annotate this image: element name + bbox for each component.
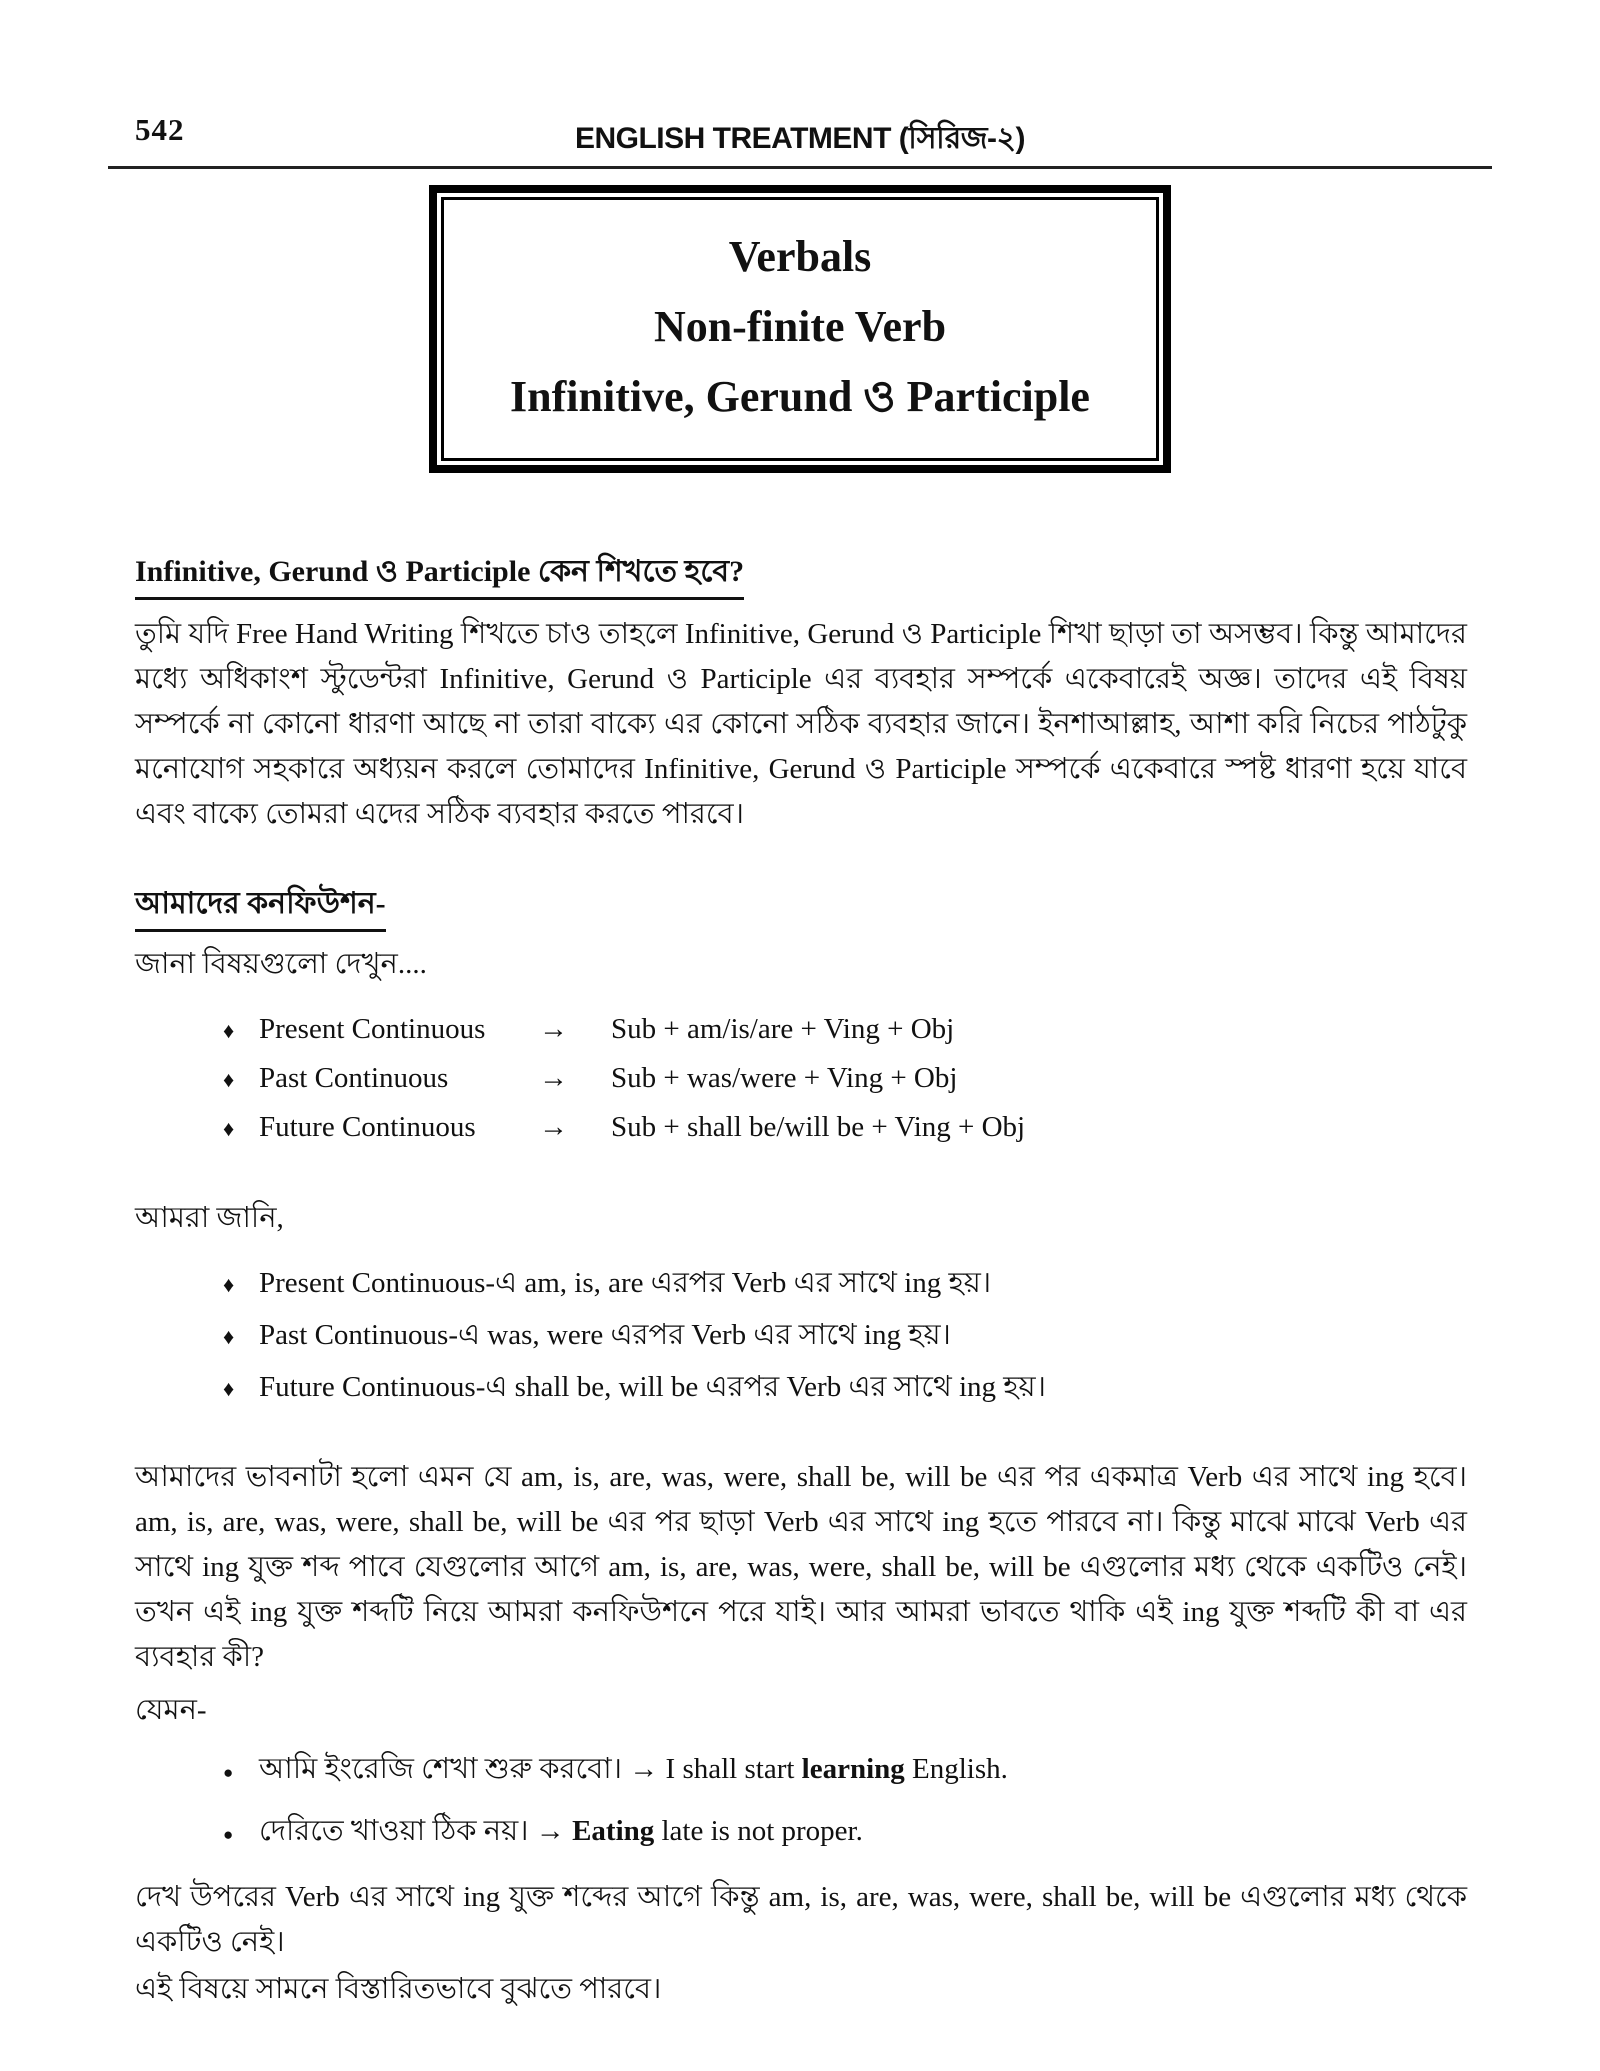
example-sentence xyxy=(259,1809,863,1854)
chapter-title-box-inner xyxy=(441,197,1159,461)
rule-text: Past Continuous-এ was, were এরপর Verb এর সাথে ing হয়। xyxy=(259,1319,951,1351)
tense-formula: Sub + am/is/are + Ving + Obj xyxy=(611,1013,955,1045)
page-header xyxy=(0,112,1600,158)
example-post: English. xyxy=(904,1753,1008,1785)
diamond-bullet-icon: ♦ xyxy=(223,1376,235,1401)
formula-row-past-continuous xyxy=(223,1056,1467,1105)
section-heading-text: Infinitive, Gerund ও Participle কেন শিখতে হবে? xyxy=(135,549,744,600)
confusion-heading-text: আমাদের কনফিউশন- xyxy=(135,881,386,932)
confusion-paragraph: আমাদের ভাবনাটা হলো এমন যে am, is, are, was, were, shall be, will be এর পর একমাত্র Verb এর সাথে ing হবে। am, is, are, was, were, shall be, will be এর পর ছাড়া Verb এর সাথে ing হতে পারবে না। কিন্তু মাঝে মাঝে Verb এর সাথে ing যুক্ত শব্দ পাবে যেগুলোর আগে am, is, are, was, were, shall be, will be এগুলোর মধ্য থেকে একটিও নেই। তখন এই ing যুক্ত শব্দটি নিয়ে আমরা কনফিউশনে পরে যাই। আর আমরা ভাবতে থাকি এই ing যুক্ত শব্দটি কী বা এর ব্যবহার কী? xyxy=(135,1461,1467,1673)
rule-row-present-continuous xyxy=(223,1261,1467,1313)
formula-row-present-continuous xyxy=(223,1007,1467,1056)
rule-row-past-continuous xyxy=(223,1313,1467,1365)
example-bold-word: Eating xyxy=(572,1815,655,1847)
chapter-title-line-2: Non-finite Verb xyxy=(653,302,947,351)
intro-paragraph: তুমি যদি Free Hand Writing শিখতে চাও তাহলে Infinitive, Gerund ও Participle শিখা ছাড়া তা অসম্ভব। কিন্তু আমাদের মধ্যে অধিকাংশ স্টুডেন্টরা Infinitive, Gerund ও Participle এর ব্যবহার সম্পর্কে একেবারেই অজ্ঞ। তাদের এই বিষয় সম্পর্কে না কোনো ধারণা আছে না তারা বাক্যে এর কোনো সঠিক ব্যবহার জানে। ইনশাআল্লাহ, আশা করি নিচের পাঠটুকু মনোযোগ সহকারে অধ্যয়ন করলে তোমাদের Infinitive, Gerund ও Participle সম্পর্কে একেবারে স্পষ্ট ধারণা হয়ে যাবে এবং বাক্যে তোমরা এদের সঠিক ব্যবহার করতে পারবে। xyxy=(135,618,1467,830)
known-topics-intro: জানা বিষয়গুলো দেখুন.... xyxy=(135,948,427,980)
section-heading-why-learn xyxy=(135,549,1467,600)
example-row-learning xyxy=(223,1747,1467,1809)
diamond-bullet-icon: ♦ xyxy=(223,1272,235,1297)
rule-text: Future Continuous-এ shall be, will be এরপর Verb এর সাথে ing হয়। xyxy=(259,1371,1046,1403)
example-pre: আমি ইংরেজি শেখা শুরু করবো। → I shall start xyxy=(259,1753,802,1785)
example-label: যেমন- xyxy=(135,1694,207,1726)
page-content xyxy=(0,549,1600,2012)
page-number: 542 xyxy=(135,112,185,147)
closing-final-line: এই বিষয়ে সামনে বিস্তারিতভাবে বুঝতে পারবে। xyxy=(135,1973,662,2005)
arrow-icon: → xyxy=(539,1111,568,1143)
diamond-bullet-icon: ♦ xyxy=(223,1324,235,1349)
tense-name: Future Continuous xyxy=(259,1111,476,1143)
section-heading-confusion xyxy=(135,881,1467,932)
tense-formula: Sub + was/were + Ving + Obj xyxy=(611,1062,958,1094)
chapter-title-line-1: Verbals xyxy=(728,232,872,281)
example-pre: দেরিতে খাওয়া ঠিক নয়। → xyxy=(259,1815,573,1847)
tense-formula-list xyxy=(135,1007,1467,1154)
we-know-line: আমরা জানি, xyxy=(135,1202,284,1234)
dot-bullet-icon: ● xyxy=(223,1825,234,1844)
diamond-bullet-icon: ♦ xyxy=(223,1116,235,1141)
diamond-bullet-icon: ♦ xyxy=(223,1018,235,1043)
chapter-title-line-3: Infinitive, Gerund ও Participle xyxy=(510,372,1090,421)
tense-formula: Sub + shall be/will be + Ving + Obj xyxy=(611,1111,1026,1143)
example-list xyxy=(135,1747,1467,1871)
book-title: ENGLISH TREATMENT (সিরিজ-২) xyxy=(574,122,1026,155)
dot-bullet-icon: ● xyxy=(223,1763,234,1782)
example-post: late is not proper. xyxy=(654,1815,863,1847)
tense-name: Past Continuous xyxy=(259,1062,449,1094)
arrow-icon: → xyxy=(539,1013,568,1045)
rule-row-future-continuous xyxy=(223,1365,1467,1417)
rule-text: Present Continuous-এ am, is, are এরপর Verb এর সাথে ing হয়। xyxy=(259,1267,992,1299)
diamond-bullet-icon: ♦ xyxy=(223,1067,235,1092)
closing-paragraph: দেখ উপরের Verb এর সাথে ing যুক্ত শব্দের আগে কিন্তু am, is, are, was, were, shall be, will be এগুলোর মধ্য থেকে একটিও নেই। xyxy=(135,1881,1467,1958)
ing-rule-list xyxy=(135,1261,1467,1417)
example-sentence xyxy=(259,1747,1008,1792)
tense-name: Present Continuous xyxy=(259,1013,486,1045)
example-bold-word: learning xyxy=(801,1753,905,1785)
example-row-eating xyxy=(223,1809,1467,1871)
chapter-title-box xyxy=(429,185,1171,473)
arrow-icon: → xyxy=(539,1062,568,1094)
formula-row-future-continuous xyxy=(223,1105,1467,1154)
header-rule xyxy=(108,166,1492,169)
